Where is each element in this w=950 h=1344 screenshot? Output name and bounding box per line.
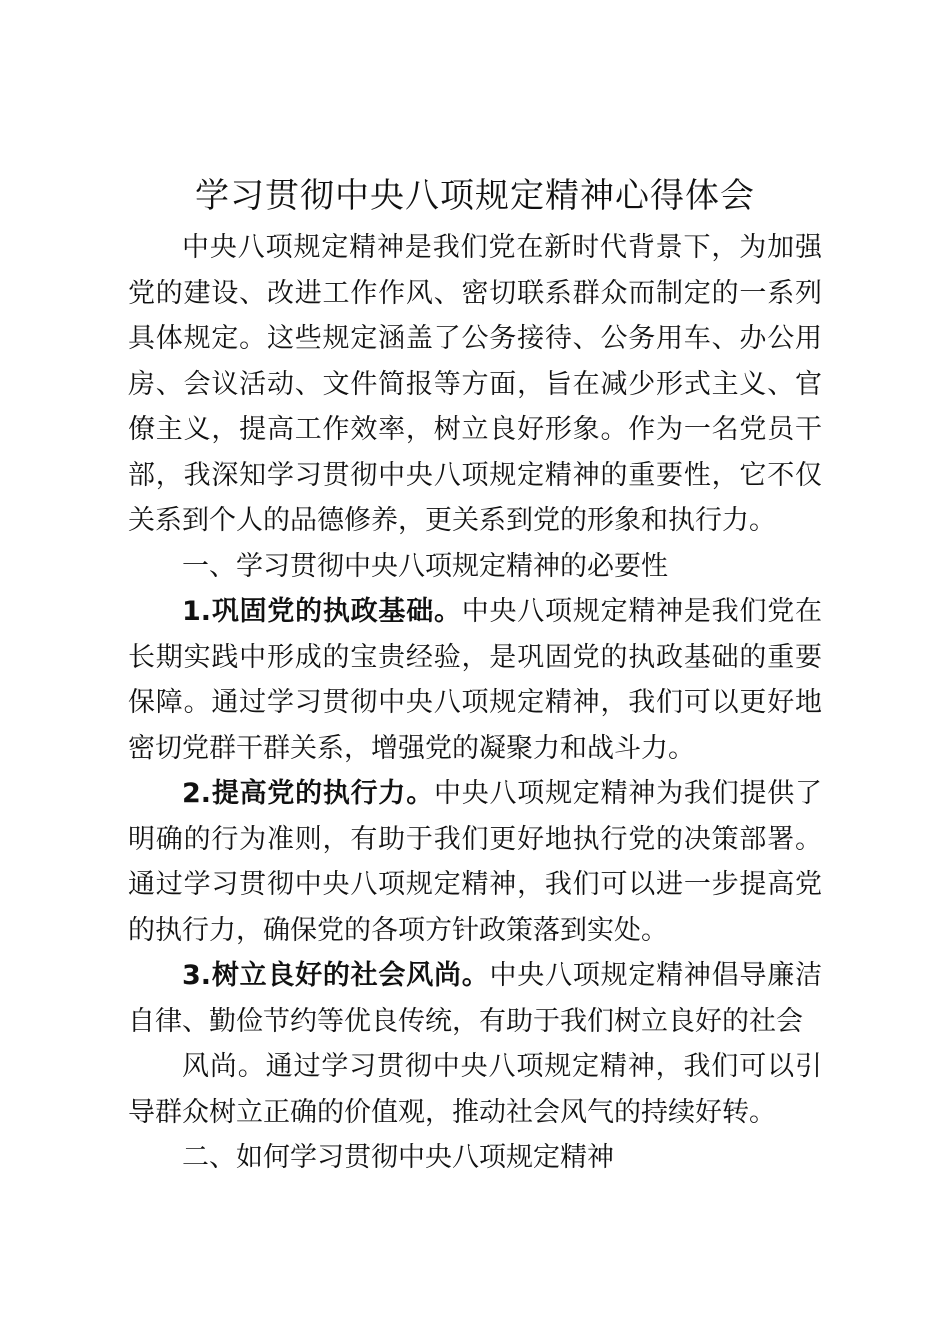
point-paragraph-3: [128, 953, 822, 1044]
section-heading-how-to: 二、如何学习贯彻中央八项规定精神: [182, 1142, 614, 1173]
point-text-3: 中央八项规定精神倡导廉洁自律、勤俭节约等优良传统，有助于我们树立良好的社会: [128, 960, 823, 1037]
intro-paragraph: 中央八项规定精神是我们党在新时代背景下，为加强党的建设、改进工作作风、密切联系群众而制定的一系列具体规定。这些规定涵盖了公务接待、公务用车、办公用房、会议活动、文件简报等方面，旨在减少形式主义、官僚主义，提高工作效率，树立良好形象。作为一名党员干部，我深知学习贯彻中央八项规定精神的重要性，它不仅关系到个人的品德修养，更关系到党的形象和执行力。: [128, 232, 822, 536]
point-lead-3: 3.树立良好的社会风尚。: [182, 960, 490, 991]
document-title: 学习贯彻中央八项规定精神心得体会: [195, 176, 755, 216]
point-paragraph-1: [128, 589, 822, 771]
section-heading-necessity: 一、学习贯彻中央八项规定精神的必要性: [182, 550, 668, 582]
point-paragraph-2: [128, 771, 822, 953]
point-lead-1: 1.巩固党的执政基础。: [182, 596, 462, 627]
point-lead-2: 2.提高党的执行力。: [182, 778, 434, 809]
point-3-continuation: 风尚。通过学习贯彻中央八项规定精神，我们可以引导群众树立正确的价值观，推动社会风气的持续好转。: [128, 1051, 822, 1128]
point-text-2: 中央八项规定精神为我们提供了明确的行为准则，有助于我们更好地执行党的决策部署。通过学习贯彻中央八项规定精神，我们可以进一步提高党的执行力，确保党的各项方针政策落到实处。: [128, 778, 823, 946]
document-body: [128, 225, 822, 1181]
point-text-1: 中央八项规定精神是我们党在长期实践中形成的宝贵经验，是巩固党的执政基础的重要保障。通过学习贯彻中央八项规定精神，我们可以更好地密切党群干群关系，增强党的凝聚力和战斗力。: [128, 596, 822, 764]
